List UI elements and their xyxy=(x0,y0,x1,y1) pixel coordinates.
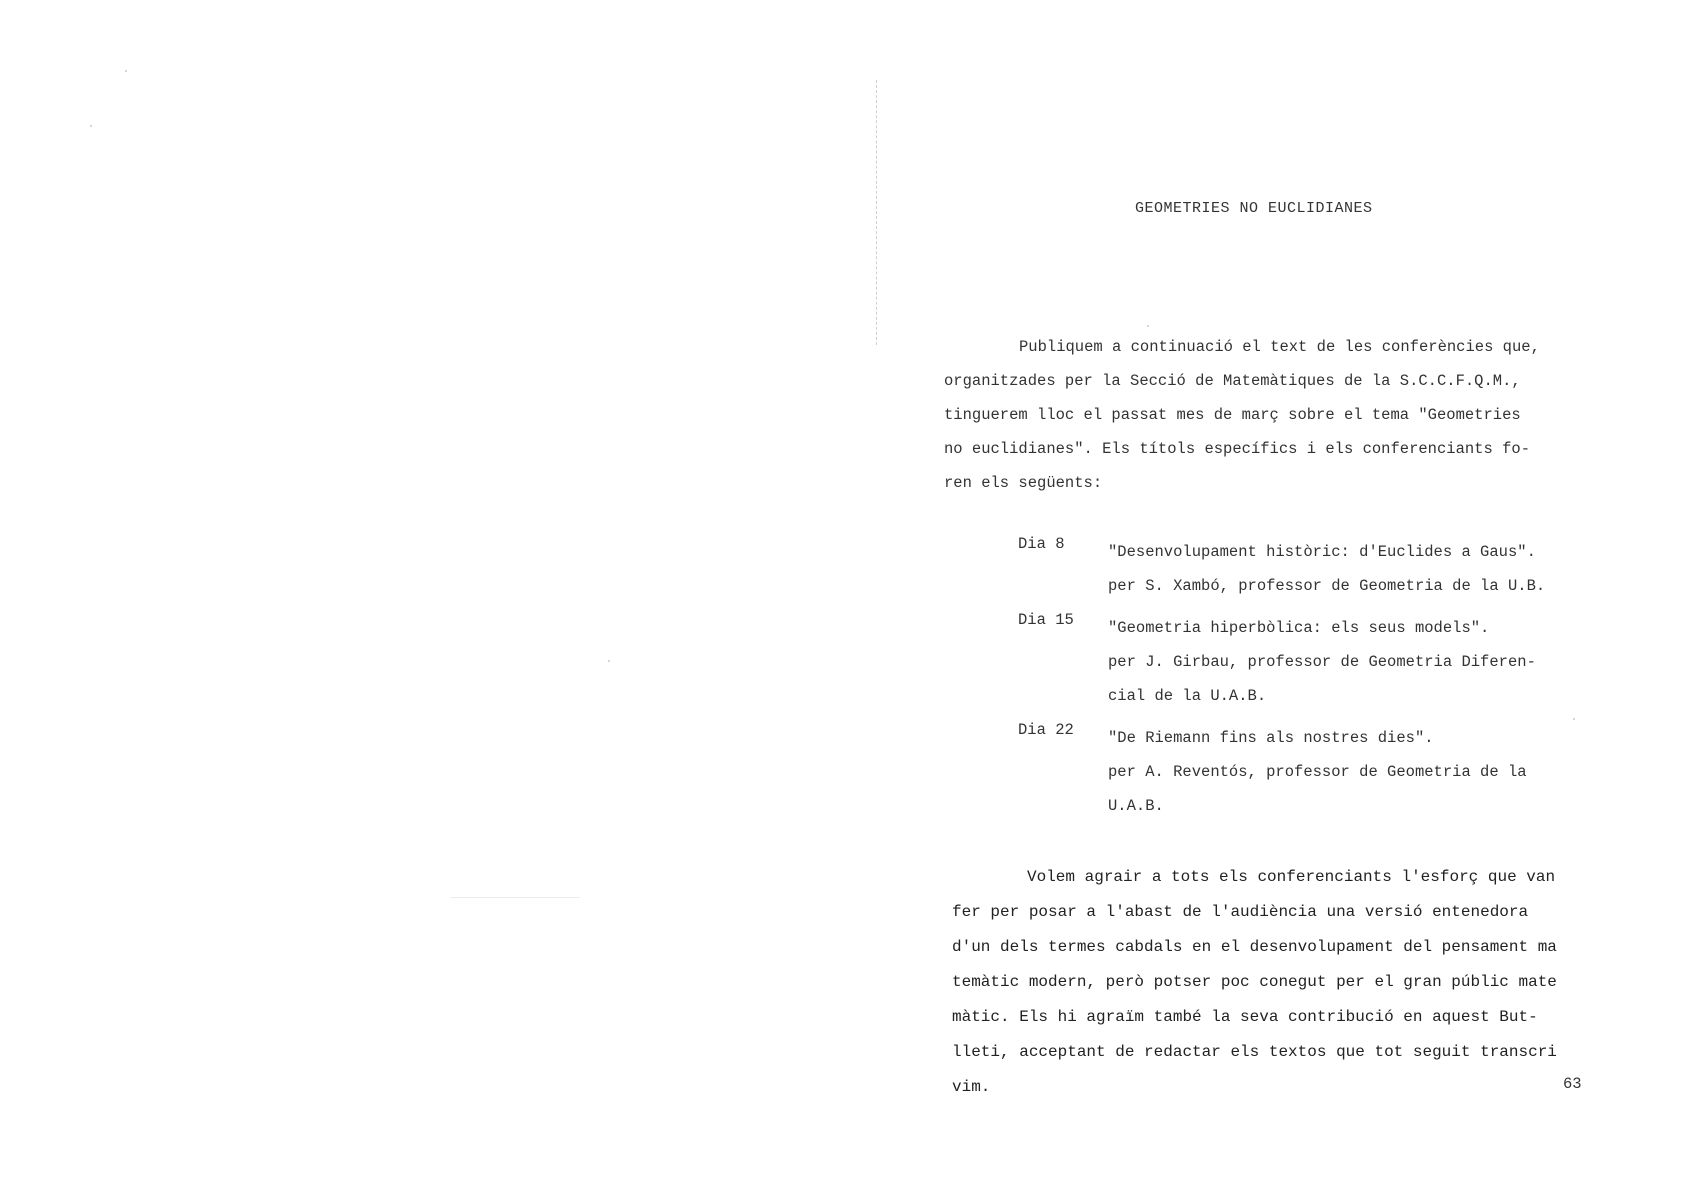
schedule-line: cial de la U.A.B. xyxy=(1108,687,1267,705)
closing-line: màtic. Els hi agraïm també la seva contribució en aquest But- xyxy=(952,1008,1538,1026)
scan-speck xyxy=(125,70,127,72)
closing-line: vim. xyxy=(952,1078,991,1096)
intro-paragraph xyxy=(944,330,1594,500)
closing-line: Volem agrair a tots els conferenciants l'esforç que van xyxy=(1027,868,1556,886)
schedule-line: per S. Xambó, professor de Geometria de la U.B. xyxy=(1108,577,1546,595)
schedule-line: "Geometria hiperbòlica: els seus models". xyxy=(1108,619,1490,637)
scan-speck xyxy=(608,660,610,662)
schedule-line: "De Riemann fins als nostres dies". xyxy=(1108,729,1434,747)
closing-line: d'un dels termes cabdals en el desenvolupament del pensament ma xyxy=(952,938,1557,956)
schedule-line: U.A.B. xyxy=(1108,797,1164,815)
scan-speck xyxy=(90,125,92,127)
schedule-day: Dia 8 xyxy=(1018,535,1065,553)
closing-line: fer per posar a l'abast de l'audiència una versió entenedora xyxy=(952,903,1529,921)
intro-line: organitzades per la Secció de Matemàtiques de la S.C.C.F.Q.M., xyxy=(944,372,1521,390)
schedule-entry xyxy=(1018,721,1545,823)
intro-line: tinguerem lloc el passat mes de març sobre el tema "Geometries xyxy=(944,406,1521,424)
intro-line: ren els següents: xyxy=(944,474,1103,492)
intro-line: Publiquem a continuació el text de les conferències que, xyxy=(1019,338,1540,356)
closing-paragraph xyxy=(952,860,1602,1105)
schedule-line: "Desenvolupament històric: d'Euclides a Gaus". xyxy=(1108,543,1536,561)
conference-schedule xyxy=(1018,535,1545,823)
intro-line: no euclidianes". Els títols específics i els conferenciants fo- xyxy=(944,440,1530,458)
schedule-entry xyxy=(1018,535,1545,603)
page-title: GEOMETRIES NO EUCLIDIANES xyxy=(1135,200,1373,217)
scan-smudge xyxy=(450,897,580,898)
right-page xyxy=(940,0,1620,1190)
schedule-entry xyxy=(1018,611,1545,713)
closing-line: lleti, acceptant de redactar els textos que tot seguit transcri xyxy=(952,1043,1557,1061)
schedule-day: Dia 22 xyxy=(1018,721,1074,739)
schedule-day: Dia 15 xyxy=(1018,611,1074,629)
schedule-line: per A. Reventós, professor de Geometria de la xyxy=(1108,763,1527,781)
schedule-line: per J. Girbau, professor de Geometria Diferen- xyxy=(1108,653,1536,671)
page-fold-line xyxy=(876,80,877,345)
closing-line: temàtic modern, però potser poc conegut per el gran públic mate xyxy=(952,973,1557,991)
page-number: 63 xyxy=(1563,1075,1582,1093)
